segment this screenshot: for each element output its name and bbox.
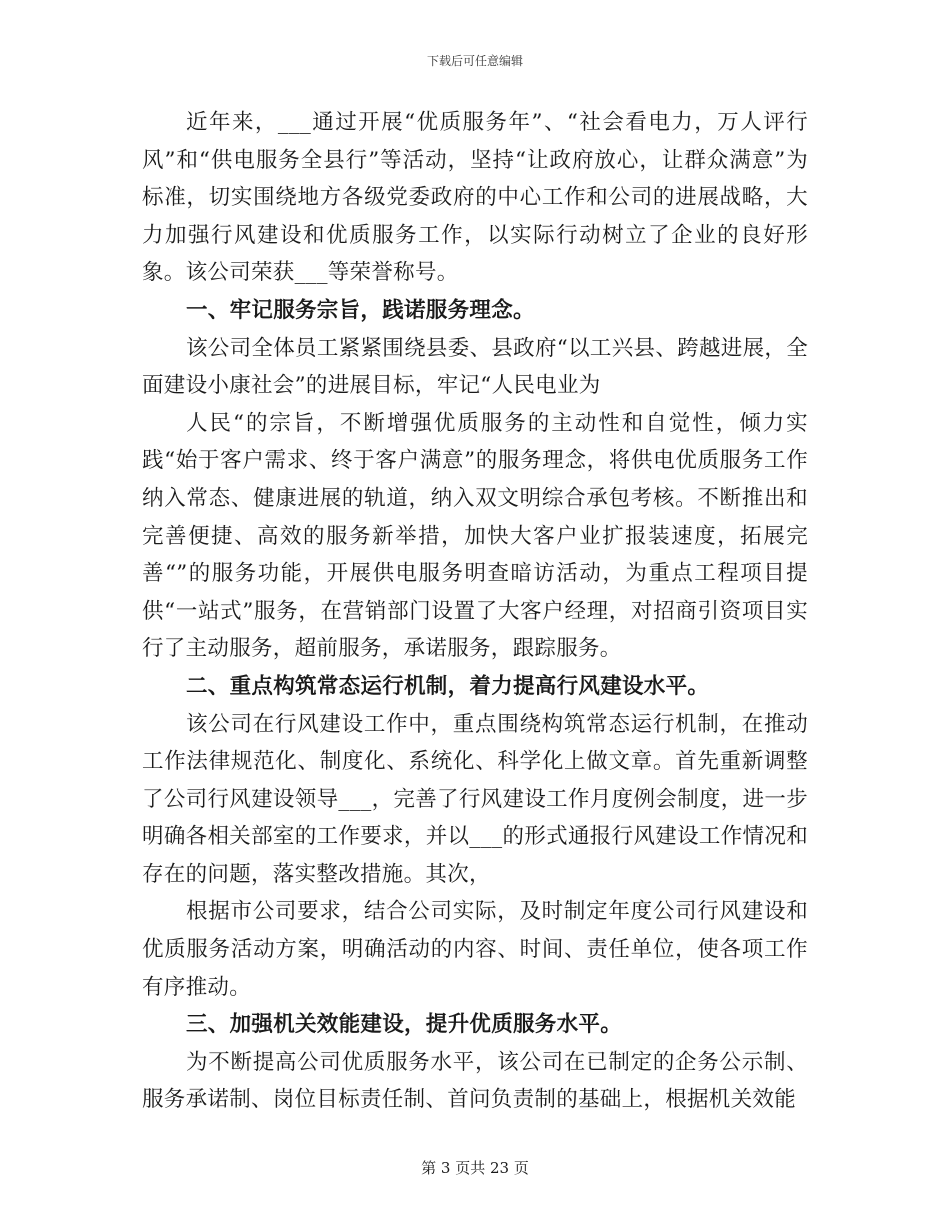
page-number: 第 3 页共 23 页 [421,1159,529,1177]
paragraph-section1-a: 该公司全体员工紧紧围绕县委、县政府“以工兴县、跨越进展，全面建设小康社会”的进展目标，牢记“人民电业为 [142,335,808,399]
paragraph-section2-b: 根据市公司要求，结合公司实际，及时制定年度公司行风建设和优质服务活动方案，明确活动的内容、时间、责任单位，使各项工作有序推动。 [142,899,808,1000]
document-body [142,104,808,1119]
paragraph-section1-b: 人民“的宗旨，不断增强优质服务的主动性和自觉性，倾力实践“始于客户需求、终于客户满意”的服务理念，将供电优质服务工作纳入常态、健康进展的轨道，纳入双文明综合承包考核。不断推出和完善便捷、高效的服务新举措，加快大客户业扩报装速度，拓展完善“”的服务功能，开展供电服务明查暗访活动，为重点工程项目提供“一站式”服务，在营销部门设置了大客户经理，对招商引资项目实行了主动服务，超前服务，承诺服务，跟踪服务。 [142,410,808,662]
paragraph-section3-a: 为不断提高公司优质服务水平，该公司在已制定的企务公示制、服务承诺制、岗位目标责任制、首问负责制的基础上，根据机关效能 [142,1049,808,1113]
section-heading-3: 三、加强机关效能建设，提升优质服务水平。 [186,1012,623,1038]
paragraph-intro: 近年来，___通过开展“优质服务年”、“社会看电力，万人评行风”和“供电服务全县行”等活动，坚持“让政府放心，让群众满意”为标准，切实围绕地方各级党委政府的中心工作和公司的进展战略，大力加强行风建设和优质服务工作，以实际行动树立了企业的良好形象。该公司荣获___等荣誉称号。 [142,110,808,286]
section-heading-1: 一、牢记服务宗旨，践诺服务理念。 [186,297,535,323]
page-header: 下载后可任意编辑 [426,54,523,68]
paragraph-section2-a: 该公司在行风建设工作中，重点围绕构筑常态运行机制，在推动工作法律规范化、制度化、系统化、科学化上做文章。首先重新调整了公司行风建设领导___，完善了行风建设工作月度例会制度，进一步明确各相关部室的工作要求，并以___的形式通报行风建设工作情况和存在的问题，落实整改措施。其次， [142,711,808,887]
section-heading-2: 二、重点构筑常态运行机制，着力提高行风建设水平。 [186,673,710,699]
